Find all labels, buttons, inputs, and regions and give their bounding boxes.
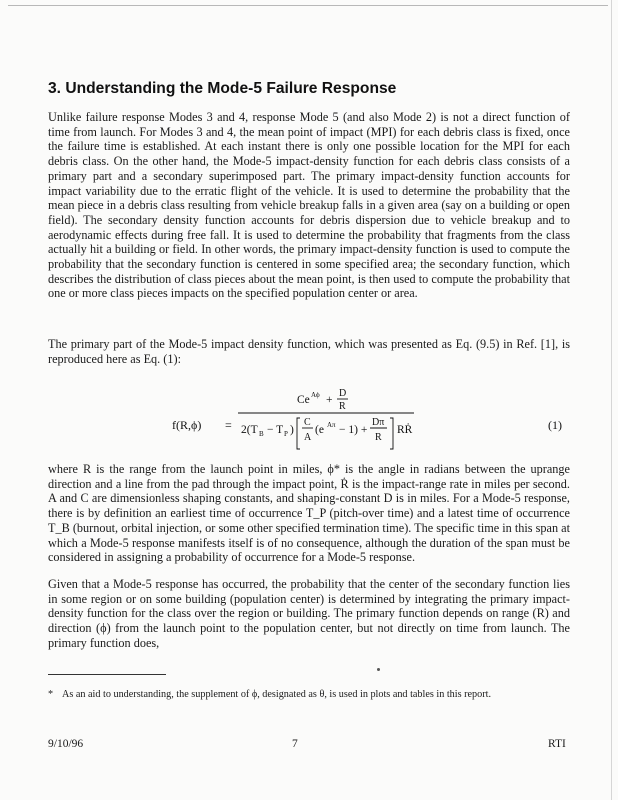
footer-date: 9/10/96 [48, 738, 84, 750]
svg-text:Dπ: Dπ [372, 417, 385, 428]
svg-text:(e: (e [315, 424, 324, 436]
equation-equals: = [225, 418, 232, 432]
paragraph-1: Unlike failure response Modes 3 and 4, response Mode 5 (and also Mode 2) is not a direct function of time from launch. For Modes 3 and 4, the mean point of impact (MPI) for each debris class is fixed, once the failure time is established. At each instant there is only one possible location for the MPI for each debris class. On the other hand, the Mode-5 impact-density function for each debris class consists of a primary part and a secondary superimposed part. The primary impact-density function accounts for impact variability due to the erratic flight of the vehicle. It is used to determine the probability that the mean piece in a debris class resulting from vehicle breakup falls in a given area (say on a building or open field). The secondary density function accounts for debris dispersion due to vehicle breakup and to aerodynamic effects during free fall. It is used to determine the probability that fragments from the class actually hit a building or field. In other words, the primary impact-density function is used to compute the probability that the secondary function is centered in some specified area; the secondary function, which describes the distribution of class pieces about the mean point, is then used to compute the probability that one or more class pieces impacts on the specified population center or area. [48, 110, 570, 301]
paragraph-2: The primary part of the Mode-5 impact density function, which was presented as Eq. (9.5) in Ref. [1], is reproduced here as Eq. (1): [48, 337, 570, 366]
svg-text:2(T: 2(T [241, 424, 258, 436]
paragraph-3: where R is the range from the launch point in miles, ϕ* is the angle in radians between the uprange direction and a line from the pad through the impact point, Ṙ is the impact-range rate in miles per second. A and C are dimensionless shaping constants, and shaping-constant D is in miles. For a Mode-5 response, there is by definition an earliest time of occurrence T_P (pitch-over time) and a latest time of occurrence T_B (burnout, orbital injection, or some other specified termination time). The specific time in this span at which a Mode-5 response manifests itself is of no consequence, although the duration of the span must be considered in assigning a probability of occurrence for a Mode-5 response. [48, 462, 570, 565]
footnote-separator [48, 674, 166, 675]
footer-org: RTI [548, 738, 566, 750]
svg-text:C: C [304, 417, 311, 428]
svg-text:+: + [326, 394, 333, 406]
svg-text:Aπ: Aπ [327, 421, 336, 429]
svg-text:RṘ: RṘ [397, 424, 413, 436]
paragraph-4: Given that a Mode-5 response has occurred, the probability that the center of the secondary function lies in some region or on some building (population center) is determined by integrating the primary impact-density function for the class over the region or building. The primary function depends on range (R) and direction (ϕ) from the launch point to the population center, but not directly on time from launch. The primary function does, [48, 577, 570, 650]
equation-numerator [297, 388, 348, 412]
footnote [48, 688, 568, 702]
scan-right-edge [611, 0, 612, 800]
svg-text:R: R [375, 432, 382, 443]
equation-1 [48, 378, 570, 456]
svg-text:B: B [259, 430, 264, 438]
svg-text:A: A [304, 432, 312, 443]
svg-text:R: R [339, 401, 346, 412]
scan-speck [377, 668, 380, 671]
equation-denominator [241, 417, 413, 449]
section-heading: 3. Understanding the Mode-5 Failure Response [48, 80, 397, 97]
equation-lhs: f(R,ϕ) [172, 418, 202, 432]
svg-text:P: P [284, 430, 288, 438]
svg-text:− 1) +: − 1) + [339, 424, 368, 436]
svg-text:): ) [290, 424, 294, 436]
footnote-marker: * [48, 689, 54, 700]
footnote-text: As an aid to understanding, the supplement of ϕ, designated as θ, is used in plots and tables in this report. [62, 689, 491, 700]
svg-text:− T: − T [267, 424, 284, 436]
equation-number: (1) [548, 418, 562, 432]
svg-text:Ce: Ce [297, 394, 310, 406]
svg-text:D: D [339, 388, 347, 399]
footer-page-number: 7 [292, 738, 298, 750]
scan-top-edge [8, 5, 608, 6]
svg-text:Aϕ: Aϕ [311, 391, 320, 399]
